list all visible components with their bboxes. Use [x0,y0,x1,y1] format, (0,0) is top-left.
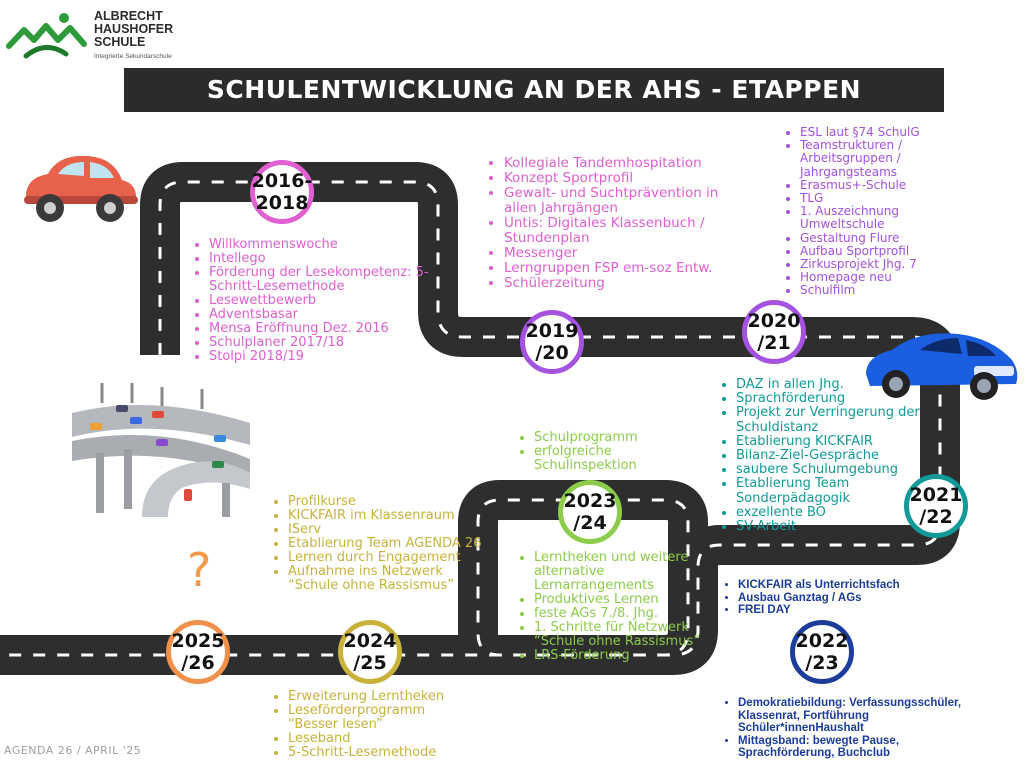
list-item: • Lesewettbewerb [209,294,449,308]
stage-list-2022-23-top [722,579,948,617]
list-item: • Produktives Lernen [534,593,704,607]
stage-badge-2023-24 [558,480,622,544]
stage-badge-2022-23 [790,620,854,684]
list-item: • Gestaltung Flure [800,232,950,245]
list-item: • Bilanz-Ziel-Gespräche [736,449,921,463]
list-item: • Erasmus+-Schule [800,179,950,192]
list-item: • Leseförderprogramm “Besser lesen” [288,704,478,732]
list-item: • Schulfilm [800,284,950,297]
stage-label: 2022 /23 [795,630,849,674]
list-item: • Adventsbasar [209,308,449,322]
list-item: • Etablierung Team AGENDA 26 [288,537,483,551]
stage-badge-2025-26 [166,620,230,684]
stage-list-2024-25-bottom [272,690,478,760]
list-item: • Gewalt- und Suchtprävention in allen Jahrgängen [504,186,754,216]
list-item: • Demokratiebildung: Verfassungsschüler, Klassenrat, Fortführung Schüler*innenHaushalt [738,697,978,735]
page-title: SCHULENTWICKLUNG AN DER AHS - ETAPPEN [124,68,944,112]
school-logo [6,10,88,62]
list-item: • Profilkurse [288,495,483,509]
stage-list-2019-20 [488,156,754,291]
stage-badge-2016-2018 [250,160,314,224]
list-item: • Homepage neu [800,271,950,284]
stage-list-2021-22 [720,378,921,534]
list-item: • Aufnahme ins Netzwerk “Schule ohne Rassismus” [288,565,483,593]
list-item: • KICKFAIR als Unterrichtsfach [738,579,948,592]
list-item: • SV-Arbeit [736,520,921,534]
list-item: • 1. Schritte für Netzwerk “Schule ohne Rassismus” [534,621,704,649]
list-item: • TLG [800,192,950,205]
list-item: • Lerntheken und weitere alternative Lernarrangements [534,551,704,593]
list-item: • DAZ in allen Jhg. [736,378,921,392]
logo-line-1: ALBRECHT [94,9,163,23]
list-item: • Lerngruppen FSP em-soz Entw. [504,261,754,276]
list-item: • Leseband [288,732,478,746]
list-item: • IServ [288,523,483,537]
list-item: • Lernen durch Engagement [288,551,483,565]
list-item: • Aufbau Sportprofil [800,245,950,258]
list-item: • erfolgreiche Schulinspektion [534,445,694,473]
list-item: • Messenger [504,246,754,261]
list-item: • feste AGs 7./8. Jhg. [534,607,704,621]
footer-text: AGENDA 26 / APRIL '25 [4,744,142,757]
list-item: • Erweiterung Lerntheken [288,690,478,704]
logo-name [94,10,173,49]
list-item: • Etablierung Team Sonderpädagogik [736,477,921,505]
list-item: • FREI DAY [738,604,948,617]
list-item: • Schulplaner 2017/18 [209,336,449,350]
stage-badge-2020-21 [742,300,806,364]
list-item: • ESL laut §74 SchulG [800,126,950,139]
logo-line-3: SCHULE [94,35,146,49]
stage-label: 2023 /24 [563,490,617,534]
list-item: • Intellego [209,252,449,266]
list-item: • Förderung der Lesekompetenz: 5-Schritt-Lesemethode [209,266,449,294]
logo-subtitle: Integrierte Sekundarschule [94,53,172,60]
list-item: • Schulprogramm [534,431,694,445]
stage-list-2023-24-bottom [518,551,704,663]
list-item: • Projekt zur Verringerung der Schuldistanz [736,406,921,434]
list-item: • Ausbau Ganztag / AGs [738,592,948,605]
stage-badge-2019-20 [520,310,584,374]
list-item: • Kollegiale Tandemhospitation [504,156,754,171]
question-mark: ? [187,543,212,597]
stage-list-2016-2018 [193,238,449,364]
logo-line-2: HAUSHOFER [94,22,174,36]
list-item: • Etablierung KICKFAIR [736,435,921,449]
list-item: • Stolpi 2018/19 [209,350,449,364]
list-item: • saubere Schulumgebung [736,463,921,477]
list-item: • Mensa Eröffnung Dez. 2016 [209,322,449,336]
stage-list-2020-21 [784,126,950,298]
stage-list-2024-25-top [272,495,483,593]
stage-label: 2024 /25 [343,630,397,674]
stage-badge-2024-25 [338,620,402,684]
stage-label: 2020 /21 [747,310,801,354]
stage-label: 2016- 2018 [251,170,313,214]
list-item: • Teamstrukturen / Arbeitsgruppen / Jahrgangsteams [800,139,950,179]
list-item: • LRS-Förderung [534,649,704,663]
list-item: • exzellente BO [736,506,921,520]
list-item: • Mittagsband: bewegte Pause, Sprachförderung, Buchclub [738,735,978,760]
stage-list-2022-23-bottom [722,697,978,760]
list-item: • Sprachförderung [736,392,921,406]
list-item: • Willkommenswoche [209,238,449,252]
list-item: • Schülerzeitung [504,276,754,291]
red-car-icon [18,148,142,226]
list-item: • Konzept Sportprofil [504,171,754,186]
highway-interchange-icon [72,383,250,517]
stage-list-2023-24-top [518,431,694,473]
list-item: • KICKFAIR im Klassenraum [288,509,483,523]
stage-label: 2019 /20 [525,320,579,364]
list-item: • Untis: Digitales Klassenbuch / Stundenplan [504,216,754,246]
stage-label: 2025 /26 [171,630,225,674]
list-item: • 1. Auszeichnung Umweltschule [800,205,950,231]
list-item: • 5-Schritt-Lesemethode [288,746,478,760]
list-item: • Zirkusprojekt Jhg. 7 [800,258,950,271]
stage-label: 2021 /22 [909,484,963,528]
